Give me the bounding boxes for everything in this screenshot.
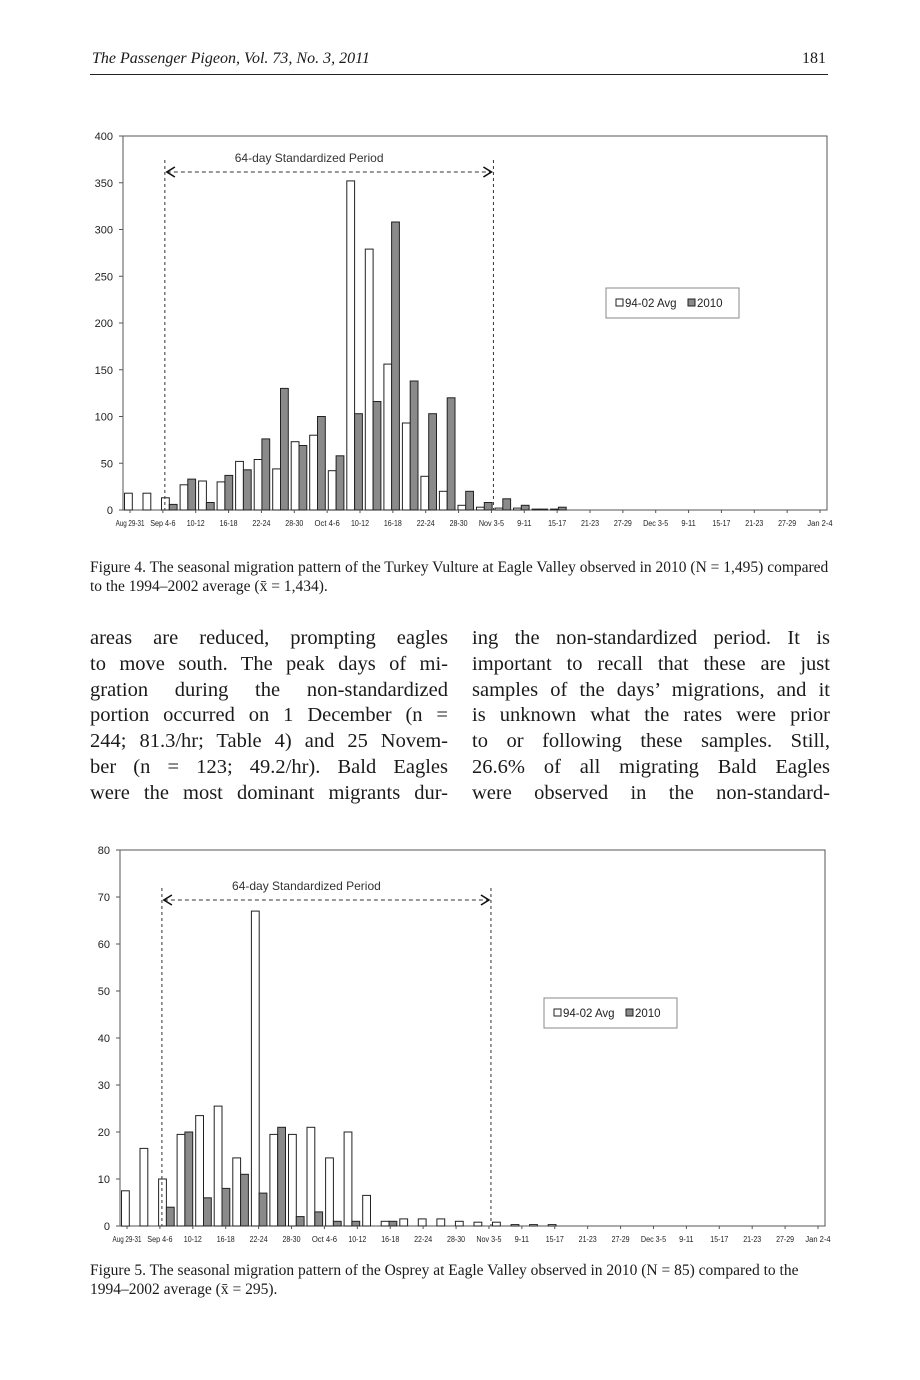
bar-2010 <box>169 504 177 510</box>
figure-5-caption: Figure 5. The seasonal migration pattern of the Osprey at Eagle Valley observed in 2010 (N = 85) compared to the 1994–2002 average (x̄ = 295). <box>90 1262 799 1298</box>
x-tick-label: 27-29 <box>778 519 797 528</box>
bar-2010 <box>241 1174 249 1226</box>
x-tick-label: 27-29 <box>776 1235 795 1244</box>
x-tick-label: Aug 29-31 <box>115 519 145 528</box>
bar-avg <box>162 498 170 510</box>
left-column <box>90 626 448 807</box>
y-tick-label: 150 <box>94 364 113 377</box>
bar-avg <box>474 1222 482 1226</box>
bar-avg <box>236 461 244 510</box>
y-tick-label: 60 <box>97 939 110 951</box>
bar-avg <box>493 1222 501 1226</box>
x-tick-label: 9-11 <box>517 519 532 528</box>
text-line: ber (n = 123; 49.2/hr). Bald Eagles <box>90 755 448 778</box>
bar-avg <box>307 1127 315 1226</box>
bar-2010 <box>299 446 307 511</box>
plot-frame <box>123 136 827 510</box>
period-annotation: 64-day Standardized Period <box>232 879 381 893</box>
x-tick-label: 16-18 <box>216 1235 236 1244</box>
x-tick-label: Dec 3-5 <box>643 519 669 528</box>
bar-2010 <box>392 222 400 510</box>
legend-label: 2010 <box>697 298 723 310</box>
x-tick-label: 21-23 <box>745 519 764 528</box>
bar-2010 <box>521 505 529 510</box>
x-tick-label: 9-11 <box>679 1235 695 1244</box>
legend-swatch-2010 <box>688 299 695 306</box>
bar-2010 <box>466 491 474 510</box>
bar-avg <box>326 1158 334 1226</box>
bar-2010 <box>185 1132 193 1226</box>
bar-avg <box>180 485 188 510</box>
bar-avg <box>551 509 559 510</box>
bar-2010 <box>429 414 437 510</box>
y-tick-label: 0 <box>106 505 113 517</box>
y-tick-label: 40 <box>97 1033 110 1045</box>
x-tick-label: Oct 4-6 <box>314 519 341 528</box>
bar-avg <box>455 1221 463 1226</box>
x-tick-label: Dec 3-5 <box>640 1235 667 1244</box>
x-tick-label: Nov 3-5 <box>478 519 505 528</box>
figure-4-chart <box>80 120 840 545</box>
x-tick-label: 27-29 <box>613 519 633 528</box>
x-tick-label: 15-17 <box>710 1235 729 1244</box>
bar-avg <box>159 1179 167 1226</box>
x-tick-label: Jan 2-4 <box>807 519 834 528</box>
bar-2010 <box>336 456 344 510</box>
bar-avg <box>310 435 318 510</box>
x-tick-label: 22-24 <box>414 1235 433 1244</box>
bar-avg <box>289 1134 297 1226</box>
bar-avg <box>217 482 225 510</box>
bar-2010 <box>318 417 326 511</box>
text-line: to move south. The peak days of mi- <box>90 652 448 675</box>
x-tick-label: 15-17 <box>712 519 731 528</box>
x-tick-label: 16-18 <box>381 1235 400 1244</box>
bar-avg <box>233 1158 241 1226</box>
x-tick-label: Aug 29-31 <box>112 1235 142 1244</box>
legend-swatch-2010 <box>626 1009 633 1016</box>
text-line: samples of the days’ migrations, and it <box>472 678 830 701</box>
x-tick-label: 21-23 <box>581 519 600 528</box>
bar-avg <box>437 1219 445 1226</box>
bar-2010 <box>484 503 492 511</box>
bar-avg <box>400 1219 408 1226</box>
x-tick-label: 27-29 <box>611 1235 631 1244</box>
bar-2010 <box>206 503 214 511</box>
x-tick-label: 9-11 <box>514 1235 530 1244</box>
text-line: ing the non-standardized period. It is <box>472 627 830 649</box>
bar-avg <box>363 1195 371 1226</box>
bar-avg <box>384 364 392 510</box>
x-tick-label: 22-24 <box>252 519 271 528</box>
bar-avg <box>251 911 259 1226</box>
bar-avg <box>347 181 355 510</box>
x-tick-label: 10-12 <box>183 1235 203 1244</box>
bar-2010 <box>355 414 363 510</box>
text-line: portion occurred on 1 December (n = <box>90 704 448 727</box>
bar-2010 <box>188 479 196 510</box>
bar-avg <box>511 1225 519 1226</box>
bar-2010 <box>373 402 381 511</box>
y-tick-label: 20 <box>97 1127 110 1139</box>
bar-avg <box>214 1106 222 1226</box>
page-number: 181 <box>802 50 826 67</box>
arrowhead-left <box>167 167 175 177</box>
bar-2010 <box>204 1198 212 1226</box>
running-head <box>90 48 828 75</box>
x-tick-label: Oct 4-6 <box>311 1235 338 1244</box>
figure-5-chart <box>80 836 840 1256</box>
x-tick-label: 22-24 <box>416 519 436 528</box>
bar-avg <box>495 508 503 510</box>
x-tick-label: 28-30 <box>282 1235 302 1244</box>
text-line: gration during the non-standardized <box>90 678 448 701</box>
x-tick-label: 16-18 <box>219 519 239 528</box>
bar-avg <box>514 508 522 510</box>
bar-avg <box>458 505 466 510</box>
y-tick-label: 200 <box>94 318 113 330</box>
bar-2010 <box>540 509 548 510</box>
x-tick-label: 22-24 <box>249 1235 269 1244</box>
y-tick-label: 50 <box>97 986 110 998</box>
x-tick-label: 21-23 <box>578 1235 598 1244</box>
y-tick-label: 30 <box>97 1080 110 1092</box>
bar-2010 <box>333 1221 341 1226</box>
x-tick-label: 28-30 <box>447 1235 466 1244</box>
bar-2010 <box>315 1212 323 1226</box>
bar-avg <box>402 423 410 510</box>
bar-2010 <box>352 1221 360 1226</box>
bar-avg <box>291 442 299 510</box>
plot-frame <box>120 850 825 1226</box>
y-tick-label: 250 <box>94 271 113 284</box>
chart-svg <box>80 836 840 1256</box>
text-line: to or following these samples. Still, <box>472 730 830 753</box>
text-line: 26.6% of all migrating Bald Eagles <box>472 755 830 778</box>
text-line: important to recall that these are just <box>472 652 830 675</box>
bar-2010 <box>166 1207 174 1226</box>
y-tick-label: 350 <box>94 177 113 190</box>
x-tick-label: 10-12 <box>186 519 206 528</box>
bar-2010 <box>447 398 455 510</box>
bar-avg <box>143 493 151 510</box>
bar-avg <box>548 1225 556 1226</box>
y-tick-label: 10 <box>97 1174 110 1186</box>
x-tick-label: 28-30 <box>285 519 304 528</box>
bar-avg <box>530 1225 538 1226</box>
bar-avg <box>125 493 133 510</box>
x-tick-label: 15-17 <box>548 519 567 528</box>
bar-avg <box>122 1191 130 1226</box>
right-column <box>472 626 830 807</box>
journal-title: The Passenger Pigeon, Vol. 73, No. 3, 2011 <box>92 50 370 67</box>
y-tick-label: 100 <box>94 411 113 424</box>
bar-avg <box>254 460 262 511</box>
y-tick-label: 50 <box>100 458 113 471</box>
bar-avg <box>328 471 336 510</box>
bar-avg <box>381 1221 389 1226</box>
bar-avg <box>365 249 373 510</box>
bar-2010 <box>262 439 270 510</box>
period-annotation: 64-day Standardized Period <box>234 151 384 165</box>
bar-2010 <box>259 1193 267 1226</box>
bar-2010 <box>296 1217 304 1226</box>
y-tick-label: 300 <box>94 224 113 237</box>
bar-2010 <box>558 507 566 510</box>
x-tick-label: 10-12 <box>351 519 370 528</box>
bar-2010 <box>222 1188 230 1226</box>
y-tick-label: 80 <box>97 845 110 857</box>
bar-2010 <box>225 475 233 510</box>
bar-2010 <box>503 499 511 510</box>
bar-2010 <box>410 381 418 510</box>
x-tick-label: 21-23 <box>743 1235 762 1244</box>
figure-4-caption: Figure 4. The seasonal migration pattern of the Turkey Vulture at Eagle Valley observed in 2010 (N = 1,495) compared to the 1994–2002 average (x̄ = 1,434). <box>90 559 829 595</box>
x-tick-label: 16-18 <box>383 519 403 528</box>
bar-avg <box>270 1134 278 1226</box>
bar-avg <box>439 491 447 510</box>
chart-svg <box>80 120 840 545</box>
legend-label: 94-02 Avg <box>625 298 677 310</box>
x-tick-label: 10-12 <box>348 1235 367 1244</box>
y-tick-label: 0 <box>103 1221 110 1233</box>
x-tick-label: Nov 3-5 <box>476 1235 503 1244</box>
text-line: 244; 81.3/hr; Table 4) and 25 Novem- <box>90 730 448 753</box>
text-line: areas are reduced, prompting eagles <box>90 627 448 649</box>
bar-avg <box>273 469 281 510</box>
bar-avg <box>477 507 485 510</box>
bar-avg <box>532 509 540 510</box>
x-tick-label: 15-17 <box>545 1235 565 1244</box>
bar-avg <box>199 481 207 510</box>
legend-swatch-avg <box>554 1009 561 1016</box>
y-tick-label: 70 <box>97 892 110 904</box>
bar-avg <box>177 1134 185 1226</box>
text-line: is unknown what the rates were prior <box>472 704 830 727</box>
x-tick-label: Sep 4-6 <box>150 519 176 528</box>
bar-avg <box>344 1132 352 1226</box>
bar-avg <box>421 476 429 510</box>
text-line: were observed in the non-standard- <box>472 781 830 804</box>
legend-swatch-avg <box>616 299 623 306</box>
bar-avg <box>196 1116 204 1226</box>
bar-2010 <box>243 470 251 510</box>
legend-label: 2010 <box>635 1008 661 1020</box>
x-tick-label: Sep 4-6 <box>147 1235 173 1244</box>
bar-avg <box>418 1219 426 1226</box>
y-tick-label: 400 <box>94 131 113 143</box>
x-tick-label: 9-11 <box>681 519 697 528</box>
bar-2010 <box>389 1221 397 1226</box>
bar-2010 <box>278 1127 286 1226</box>
x-tick-label: 28-30 <box>449 519 469 528</box>
text-line: were the most dominant migrants dur- <box>90 781 448 804</box>
x-tick-label: Jan 2-4 <box>805 1235 832 1244</box>
legend-label: 94-02 Avg <box>563 1008 615 1020</box>
bar-2010 <box>281 388 289 510</box>
bar-avg <box>140 1148 148 1226</box>
